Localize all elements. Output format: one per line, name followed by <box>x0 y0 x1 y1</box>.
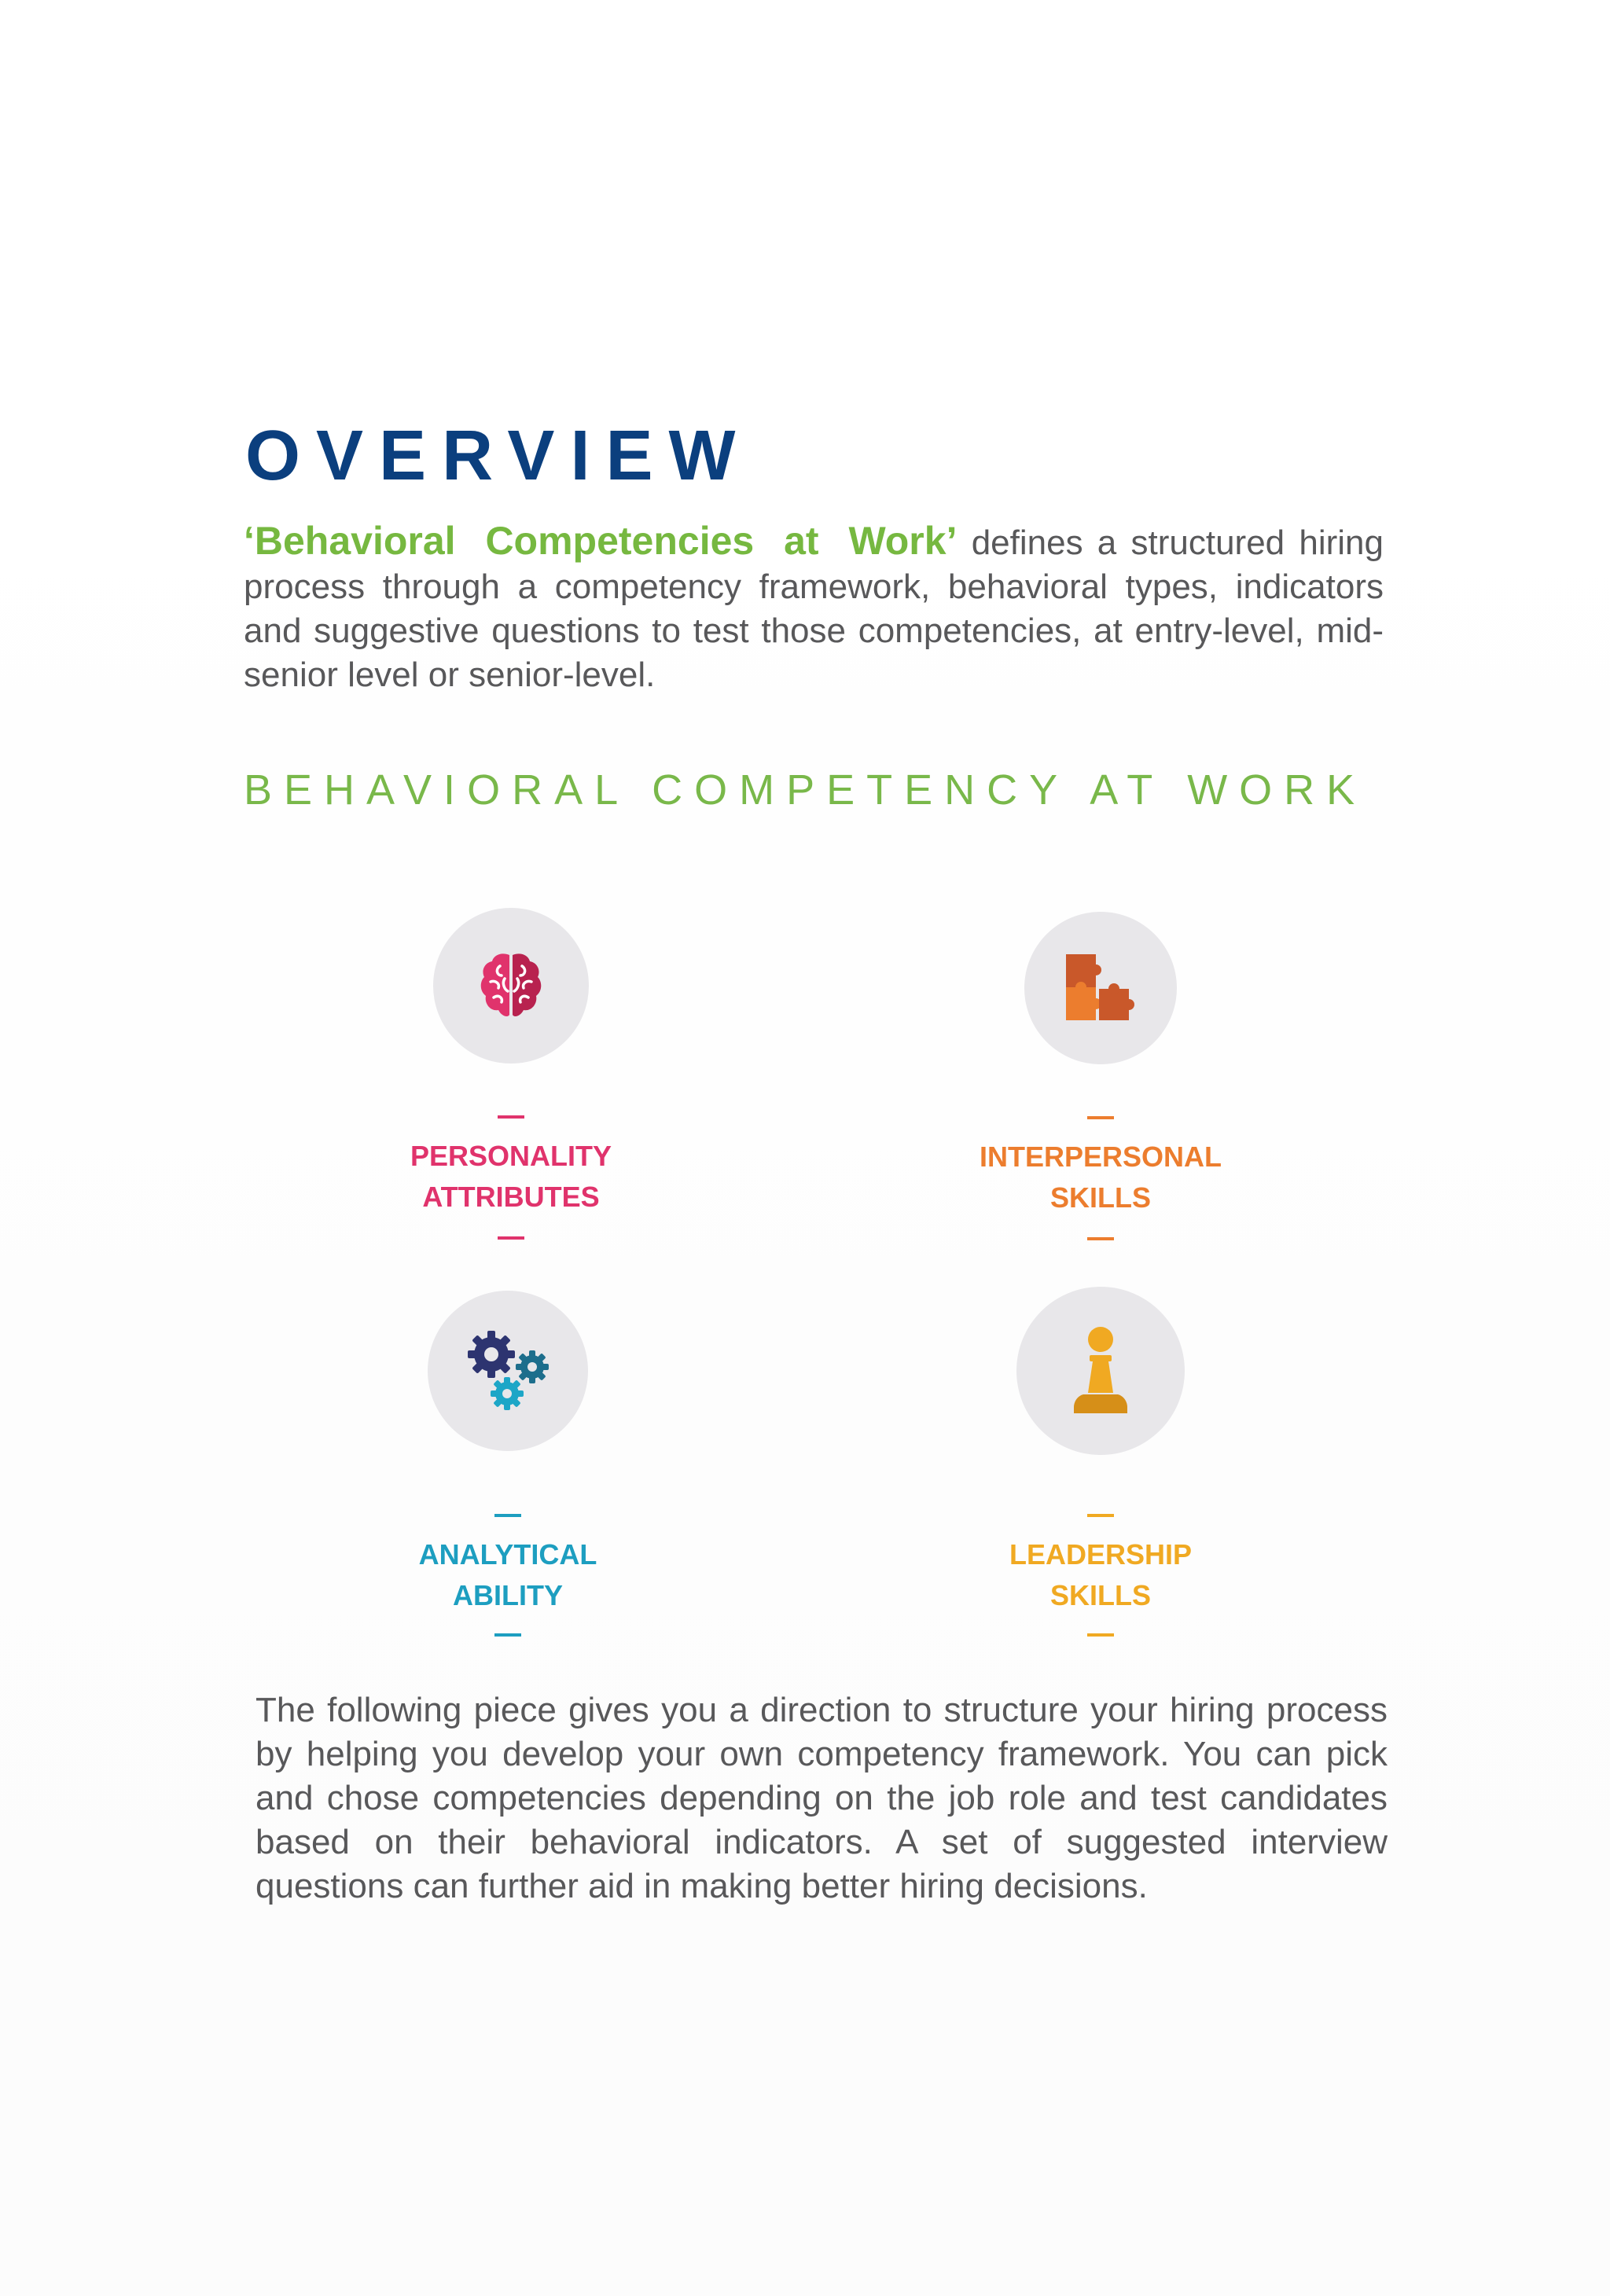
brain-icon <box>478 950 544 1021</box>
gears-icon <box>463 1328 553 1414</box>
top-dash <box>1087 1514 1114 1517</box>
icon-circle <box>1024 912 1177 1064</box>
bottom-dash <box>1087 1237 1114 1240</box>
top-dash <box>498 1115 524 1119</box>
intro-paragraph <box>244 519 1384 697</box>
bottom-dash <box>494 1633 521 1637</box>
competency-personality <box>314 908 708 1240</box>
competency-interpersonal <box>904 912 1297 1240</box>
competency-label-line1: LEADERSHIP <box>1009 1538 1193 1570</box>
puzzle-icon <box>1063 951 1138 1025</box>
closing-paragraph: The following piece gives you a direction to structure your hiring process by helping you develop your own competency framework. You can pick and chose competencies depending on the job role and test candidates based on their behavioral indicators. A set of suggested interview questions can further aid in making better hiring decisions. <box>255 1691 1388 1905</box>
competency-label-line2: ATTRIBUTES <box>422 1181 600 1213</box>
chess-pawn-icon <box>1072 1325 1129 1416</box>
intro-highlight: ‘Behavioral Competencies at Work’ <box>244 519 958 563</box>
intro-text: defines a structured hiring process through a competency framework, behavioral types, indicators and suggestive questions to test those competencies, at entry-level, mid-senior level or senior-level. <box>244 523 1384 694</box>
competency-label-line1: INTERPERSONAL <box>979 1141 1222 1173</box>
icon-circle <box>428 1291 588 1451</box>
icon-circle <box>1016 1287 1185 1455</box>
competency-analytical <box>311 1291 704 1637</box>
top-dash <box>1087 1116 1114 1119</box>
bottom-dash <box>498 1236 524 1240</box>
competency-label-line2: SKILLS <box>1049 1181 1151 1214</box>
competency-label-line1: ANALYTICAL <box>418 1538 597 1570</box>
icon-circle <box>433 908 589 1064</box>
competency-label-line1: PERSONALITY <box>410 1140 612 1172</box>
competency-label-line2: SKILLS <box>1049 1579 1151 1611</box>
competency-leadership <box>904 1287 1297 1637</box>
section-heading: BEHAVIORAL COMPETENCY AT WORK <box>244 766 1367 814</box>
page-title: OVERVIEW <box>245 417 752 495</box>
competency-label-line2: ABILITY <box>453 1579 563 1611</box>
top-dash <box>494 1514 521 1517</box>
bottom-dash <box>1087 1633 1114 1637</box>
